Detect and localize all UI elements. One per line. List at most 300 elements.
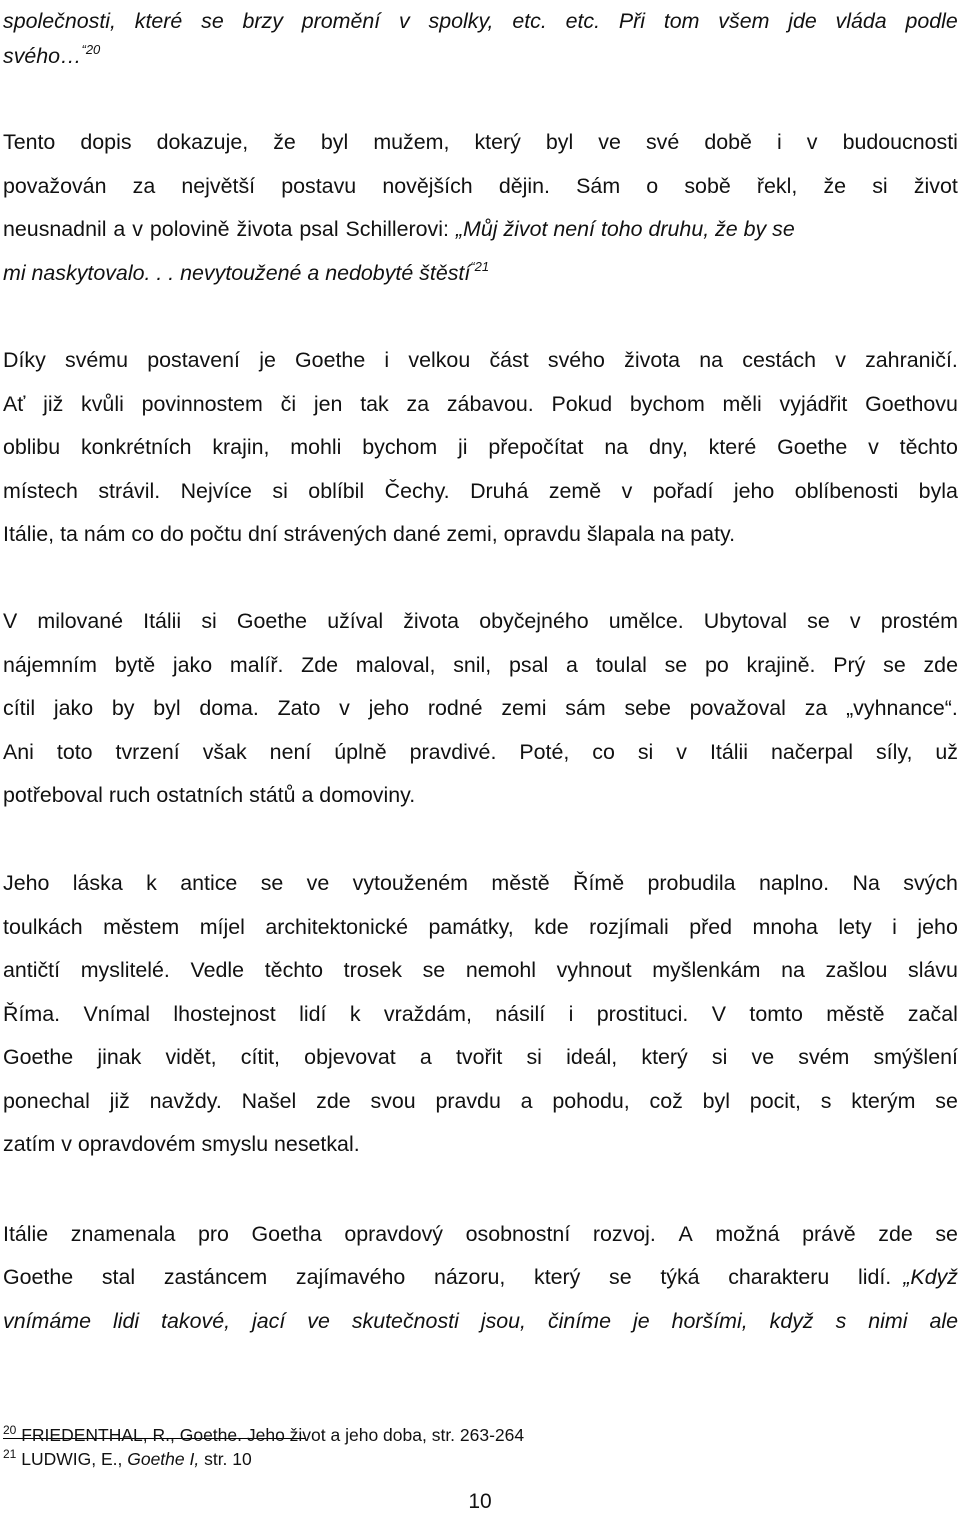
word: své	[645, 130, 680, 154]
word: o	[646, 174, 659, 198]
word: krajin,	[212, 435, 270, 459]
word: se	[664, 652, 688, 677]
word: Tento	[3, 130, 56, 154]
word: oblíbenosti	[794, 478, 899, 503]
word: již	[43, 391, 64, 416]
word: či	[280, 391, 297, 416]
word: tomto	[749, 1001, 803, 1026]
word: skutečnosti	[351, 1309, 459, 1333]
word: což	[649, 1088, 683, 1113]
word: začal	[907, 1001, 958, 1026]
word: největší	[181, 174, 256, 198]
word: ve	[307, 1309, 330, 1333]
word: lidí	[299, 1001, 327, 1026]
word: láska	[72, 871, 123, 895]
word: jako	[172, 652, 213, 677]
word: úplně	[334, 739, 387, 764]
word: lety	[838, 914, 872, 939]
paragraph-line	[3, 737, 958, 767]
word: v	[835, 348, 846, 372]
word: dokazuje,	[156, 130, 249, 154]
paragraph-line	[3, 476, 958, 506]
word: opravdový	[344, 1222, 444, 1246]
word: svého	[547, 348, 605, 372]
word: rozjímali	[589, 914, 669, 939]
word: ponechal	[3, 1088, 90, 1113]
word: těchto	[264, 958, 324, 982]
word: že	[273, 130, 296, 154]
word: všem	[718, 9, 770, 33]
word: kde	[534, 914, 569, 939]
word: Goethovu	[865, 391, 958, 416]
footnote-title: Goethe I,	[127, 1449, 200, 1469]
word: část	[489, 348, 529, 372]
paragraph-line	[3, 912, 958, 942]
footnote-21	[3, 1448, 252, 1470]
word: těchto	[899, 435, 958, 459]
word: Při	[618, 9, 646, 33]
word: vyjádřit	[779, 391, 848, 416]
word: vytouženém	[352, 871, 468, 895]
paragraph-2-line-1	[3, 127, 958, 157]
paragraph-line: potřeboval ruch ostatních států a domoviny.	[3, 783, 416, 807]
word: řekl,	[756, 174, 798, 198]
word: jeho	[368, 696, 410, 720]
word: maloval,	[355, 652, 436, 677]
word: naplno.	[758, 871, 830, 895]
footnote-text: FRIEDENTHAL, R., Goethe. Jeho život a jeho doba, str. 263-264	[21, 1425, 525, 1445]
word: prostém	[880, 609, 958, 633]
word: názoru,	[433, 1265, 506, 1289]
word: Díky	[3, 348, 46, 372]
word: brzy	[242, 9, 283, 33]
word: se	[883, 652, 906, 677]
word: Našel	[241, 1088, 297, 1113]
paragraph-6-line-3	[3, 1306, 958, 1336]
paragraph-line	[3, 1042, 958, 1072]
word: bychom	[629, 391, 705, 416]
word: Itálii	[143, 609, 182, 633]
word: země	[548, 478, 602, 503]
footnote-text-post: str. 10	[199, 1449, 252, 1469]
word: Zde	[301, 652, 339, 677]
word: milované	[37, 609, 124, 633]
word: pravdu	[435, 1088, 501, 1113]
word: místech	[3, 478, 78, 503]
word: sám	[565, 696, 606, 720]
word: velkou	[408, 348, 471, 372]
word: psal	[509, 652, 549, 677]
word: obyčejného	[479, 609, 589, 633]
closing-quote: “	[81, 42, 86, 57]
word: vyhnout	[556, 958, 632, 982]
word: zemi	[501, 696, 547, 720]
word: však	[202, 739, 247, 764]
word: tom	[663, 9, 700, 33]
word: a	[566, 652, 578, 677]
word: na	[604, 435, 629, 459]
word: slávu	[908, 958, 958, 982]
word: se	[422, 958, 446, 982]
footnote-text-pre: LUDWIG, E.,	[21, 1449, 128, 1469]
word: mohli	[290, 435, 342, 459]
word: Na	[852, 871, 880, 895]
word: horšími,	[671, 1309, 748, 1333]
word: zastáncem	[163, 1265, 268, 1289]
word: takové,	[161, 1309, 231, 1333]
word: antičtí	[3, 958, 61, 982]
word: Itálie	[3, 1222, 49, 1246]
word: si	[872, 174, 888, 198]
footnote-ref-number: 21	[474, 259, 490, 274]
word: byl	[320, 130, 349, 154]
word: svém	[798, 1045, 850, 1069]
word: míjel	[199, 914, 245, 939]
word: konkrétních	[80, 435, 192, 459]
word: Říma.	[3, 1001, 61, 1026]
word: není	[269, 739, 312, 764]
word: jde	[788, 9, 817, 33]
word: jeho	[733, 478, 775, 503]
word: antice	[180, 871, 238, 895]
word: s	[835, 1309, 847, 1333]
word: „vyhnance“.	[846, 696, 958, 720]
word: se	[807, 609, 830, 633]
word: sobě	[684, 174, 731, 198]
word: život	[913, 174, 958, 198]
text-span: svého	[3, 44, 61, 68]
word: zahraničí.	[865, 348, 958, 372]
word: přepočítat	[488, 435, 584, 459]
quote-italic: mi naskytovalo. . . nevytoužené a nedobyté štěstí	[3, 261, 471, 285]
word: který	[474, 130, 521, 154]
word: pocit,	[749, 1088, 801, 1113]
word: dny,	[648, 435, 688, 459]
word: promění	[301, 9, 381, 33]
word: za	[406, 391, 430, 416]
word: v	[676, 739, 687, 764]
word: svou	[370, 1088, 416, 1113]
word: stal	[101, 1265, 136, 1289]
word: v	[868, 435, 879, 459]
footnote-number: 21	[3, 1447, 17, 1461]
word: Čechy.	[384, 478, 450, 503]
word: navždy.	[149, 1088, 222, 1113]
word: toulkách	[3, 914, 83, 939]
word: znamenala	[70, 1222, 176, 1246]
word: Ubytoval	[703, 609, 788, 633]
paragraph-6-line-2	[3, 1262, 958, 1292]
word: už	[935, 739, 958, 764]
word: době	[704, 130, 752, 154]
word: ideál,	[566, 1045, 618, 1069]
word: v	[339, 696, 350, 720]
word: a	[419, 1045, 432, 1069]
word: Zato	[277, 696, 321, 720]
word: by	[111, 696, 135, 720]
word: A	[678, 1222, 693, 1246]
word: dopis	[80, 130, 132, 154]
word: byl	[153, 696, 181, 720]
word: právě	[802, 1222, 856, 1246]
word: zašlou	[825, 958, 888, 982]
quote-italic: „Můj život není toho druhu, že by se	[455, 217, 795, 241]
footnote-ref-number: 20	[85, 42, 101, 57]
word: vláda	[835, 9, 887, 33]
word: cítil	[3, 696, 36, 720]
word: Nejvíce	[180, 478, 252, 503]
word: nájemním	[3, 652, 97, 677]
word: svému	[65, 348, 129, 372]
closing-quote: “	[470, 259, 475, 274]
paragraph-line	[3, 606, 958, 636]
word: bytě	[114, 652, 156, 677]
paragraph-line	[3, 389, 958, 419]
word: Jeho	[3, 871, 50, 895]
word: etc.	[565, 9, 601, 33]
word: V	[3, 609, 18, 633]
word: Prý	[833, 652, 866, 677]
word: společnosti,	[3, 9, 116, 33]
word: krajině.	[746, 652, 816, 677]
word: i	[568, 1001, 574, 1026]
word: jako	[53, 696, 94, 720]
word: bychom	[362, 435, 438, 459]
word: cítit,	[240, 1045, 281, 1069]
word: ve	[306, 871, 330, 895]
word: za	[132, 174, 156, 198]
word: násilí	[495, 1001, 546, 1026]
word: vraždám,	[383, 1001, 472, 1026]
word: toulal	[595, 652, 647, 677]
word: jen	[313, 391, 343, 416]
word: na	[699, 348, 724, 372]
page-number: 10	[468, 1490, 492, 1513]
word: smýšlení	[873, 1045, 958, 1069]
word: městem	[103, 914, 180, 939]
word: mnoha	[752, 914, 818, 939]
word: byl	[702, 1088, 730, 1113]
footnote-20	[3, 1424, 524, 1446]
word: je	[259, 348, 276, 372]
word: malíř.	[229, 652, 284, 677]
paragraph-2-line-3	[3, 214, 958, 244]
word: ve	[751, 1045, 775, 1069]
word: pohodu,	[552, 1088, 630, 1113]
word: etc.	[512, 9, 547, 33]
word: trosek	[343, 958, 402, 982]
word: probudila	[647, 871, 736, 895]
word: cestách	[742, 348, 816, 372]
word: které	[134, 9, 183, 33]
word: se	[935, 1088, 958, 1113]
word: k	[146, 871, 157, 895]
ellipsis: …	[60, 44, 82, 68]
footnote-ref-21[interactable]	[470, 259, 489, 274]
word: tvrzení	[115, 739, 180, 764]
word: povinnostem	[141, 391, 263, 416]
word: Vedle	[190, 958, 245, 982]
word: života	[624, 348, 681, 372]
word: Itálii	[709, 739, 748, 764]
paragraph-line: zatím v opravdovém smyslu nesetkal.	[3, 1132, 360, 1156]
word: vidět,	[165, 1045, 217, 1069]
word: mužem,	[373, 130, 450, 154]
word: objevovat	[304, 1045, 396, 1069]
word: již	[109, 1088, 130, 1113]
word: před	[689, 914, 733, 939]
word: načerpal	[770, 739, 854, 764]
word: se	[935, 1222, 958, 1246]
word: v	[849, 609, 861, 633]
word: zábavou.	[446, 391, 534, 416]
word: síly,	[875, 739, 913, 764]
word: tak	[360, 391, 389, 416]
word: i	[384, 348, 390, 372]
paragraph-line	[3, 345, 958, 375]
word: možná	[715, 1222, 780, 1246]
word: považován	[3, 174, 107, 198]
word: lidí.	[857, 1265, 892, 1289]
word: a	[520, 1088, 533, 1113]
word: jsou,	[480, 1309, 526, 1333]
word: spolky,	[428, 9, 494, 33]
word: v	[399, 9, 410, 33]
word: Druhá	[470, 478, 529, 503]
word: byla	[918, 478, 958, 503]
word: i	[892, 914, 897, 939]
word: svých	[903, 871, 958, 895]
word: Goetha	[251, 1222, 322, 1246]
word: ji	[457, 435, 468, 459]
word: které	[708, 435, 757, 459]
word: tvořit	[455, 1045, 503, 1069]
word: umělce.	[608, 609, 684, 633]
word: který	[641, 1045, 688, 1069]
word: budoucnosti	[842, 130, 958, 154]
word: nimi	[868, 1309, 908, 1333]
word: Ani	[3, 739, 34, 764]
word: v	[806, 130, 818, 154]
word: týká	[660, 1265, 700, 1289]
word: snil,	[453, 652, 492, 677]
word: zde	[316, 1088, 351, 1113]
paragraph-line	[3, 693, 958, 723]
word: rodné	[427, 696, 483, 720]
word: i	[776, 130, 782, 154]
word: se	[201, 9, 224, 33]
word: V	[711, 1001, 726, 1026]
word: oblibu	[3, 435, 61, 459]
word: městě	[491, 871, 550, 895]
word: charakteru	[728, 1265, 830, 1289]
word: když	[769, 1309, 814, 1333]
word: dějin.	[498, 174, 550, 198]
word: si	[711, 1045, 728, 1069]
word: Římě	[573, 871, 625, 895]
text-span	[3, 1262, 903, 1292]
word: pravdivé.	[409, 739, 497, 764]
word: považoval	[689, 696, 786, 720]
word: Goethe	[236, 609, 308, 633]
word: v	[621, 478, 633, 503]
word: si	[272, 478, 288, 503]
word: zajímavého	[295, 1265, 406, 1289]
word: je	[632, 1309, 650, 1333]
word: Goethe	[3, 1265, 74, 1289]
word: postavení	[147, 348, 240, 372]
word: co	[592, 739, 615, 764]
word: památky,	[428, 914, 514, 939]
footnote-ref-20[interactable]	[81, 42, 100, 57]
word: pro	[198, 1222, 229, 1246]
word: pořadí	[652, 478, 714, 503]
quote-italic: „Když	[903, 1265, 958, 1289]
text-span: neusnadnil a v polovině života psal Schillerovi:	[3, 217, 456, 241]
word: doma.	[199, 696, 259, 720]
word: toto	[56, 739, 93, 764]
word: za	[804, 696, 828, 720]
word: kvůli	[81, 391, 124, 416]
word: jeho	[917, 914, 958, 939]
paragraph-6-line-1	[3, 1219, 958, 1249]
word: zde	[923, 652, 958, 677]
paragraph-1-line-2	[3, 41, 958, 71]
word: který	[534, 1265, 581, 1289]
word: myslitelé.	[80, 958, 170, 982]
word: Goethe	[3, 1045, 74, 1069]
word: zde	[878, 1222, 913, 1246]
footnote-number: 20	[3, 1423, 17, 1437]
word: Poté,	[519, 739, 570, 764]
word: kterým	[851, 1088, 916, 1113]
word: strávil.	[98, 478, 161, 503]
paragraph-line	[3, 955, 958, 985]
word: podle	[905, 9, 958, 33]
word: rozvoj.	[592, 1222, 656, 1246]
word: lhostejnost	[173, 1001, 276, 1026]
paragraph-2-line-4	[3, 258, 958, 288]
paragraph-line	[3, 999, 958, 1029]
word: myšlenkám	[652, 958, 761, 982]
word: si	[637, 739, 654, 764]
word: architektonické	[265, 914, 409, 939]
word: byl	[545, 130, 574, 154]
word: jací	[252, 1309, 286, 1333]
paragraph-line	[3, 432, 958, 462]
word: Vnímal	[83, 1001, 151, 1026]
word: měli	[722, 391, 762, 416]
word: ve	[598, 130, 621, 154]
paragraph-line	[3, 868, 958, 898]
paragraph-line	[3, 1086, 958, 1116]
word: Pokud	[551, 391, 613, 416]
word: Goethe	[295, 348, 366, 372]
word: oblíbil	[308, 478, 365, 503]
word: postavu	[281, 174, 357, 198]
word: po	[704, 652, 729, 677]
word: osobnostní	[465, 1222, 571, 1246]
word: se	[609, 1265, 632, 1289]
paragraph-2-line-2	[3, 171, 958, 201]
word: sebe	[624, 696, 671, 720]
word: vnímáme	[3, 1309, 91, 1333]
word: nemohl	[465, 958, 536, 982]
word: městě	[826, 1001, 885, 1026]
word: života	[403, 609, 460, 633]
word: že	[823, 174, 847, 198]
paragraph-line: Itálie, ta nám co do počtu dní strávených dané zemi, opravdu šlapala na paty.	[3, 522, 736, 546]
